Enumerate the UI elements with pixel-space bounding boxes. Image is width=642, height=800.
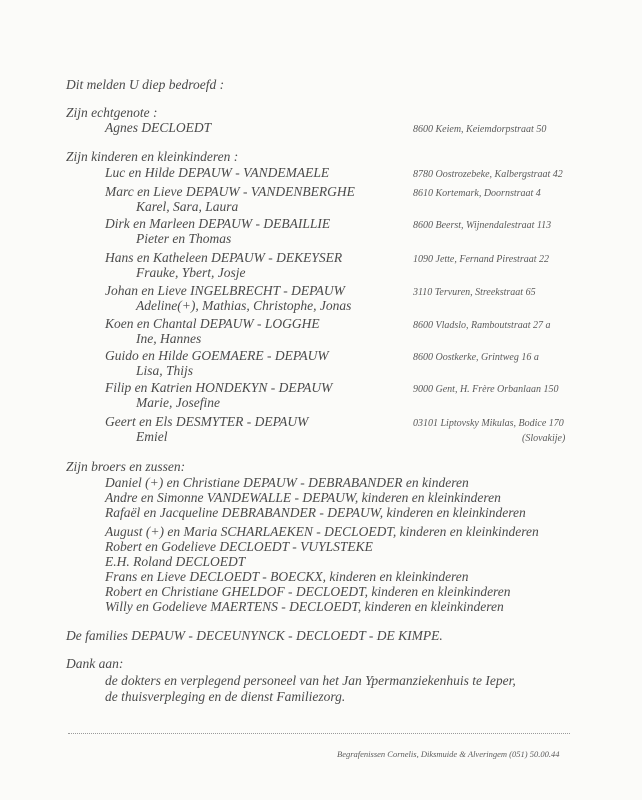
sibling-line: E.H. Roland DECLOEDT: [105, 554, 246, 569]
family-kids: Adeline(+), Mathias, Christophe, Jonas: [136, 298, 352, 313]
spouse-name: Agnes DECLOEDT: [105, 120, 212, 135]
family-kids: Emiel: [136, 429, 168, 444]
family-couple: Luc en Hilde DEPAUW - VANDEMAELE: [105, 165, 330, 180]
spouse-heading: Zijn echtgenote :: [66, 105, 158, 120]
sibling-line: Daniel (+) en Christiane DEPAUW - DEBRABANDER en kinderen: [105, 475, 469, 490]
families-line: De families DEPAUW - DECEUNYNCK - DECLOEDT - DE KIMPE.: [66, 628, 443, 643]
intro-line: Dit melden U diep bedroefd :: [66, 77, 225, 92]
spouse-address: 8600 Keiem, Keiemdorpstraat 50: [413, 124, 547, 135]
family-couple: Koen en Chantal DEPAUW - LOGGHE: [105, 316, 320, 331]
family-couple: Geert en Els DESMYTER - DEPAUW: [105, 414, 309, 429]
sibling-line: Robert en Godelieve DECLOEDT - VUYLSTEKE: [105, 539, 373, 554]
sibling-line: Robert en Christiane GHELDOF - DECLOEDT, kinderen en kleinkinderen: [105, 584, 511, 599]
family-couple: Hans en Katheleen DEPAUW - DEKEYSER: [105, 250, 343, 265]
family-couple: Dirk en Marleen DEPAUW - DEBAILLIE: [105, 216, 331, 231]
thanks-heading: Dank aan:: [66, 656, 124, 671]
family-address: 8600 Oostkerke, Grintweg 16 a: [413, 352, 539, 363]
family-address: 8600 Beerst, Wijnendalestraat 113: [413, 220, 552, 231]
family-address: 9000 Gent, H. Frère Orbanlaan 150: [413, 384, 559, 395]
family-kids: Karel, Sara, Laura: [136, 199, 239, 214]
family-kids: Pieter en Thomas: [136, 231, 232, 246]
sibling-line: Rafaël en Jacqueline DEBRABANDER - DEPAUW, kinderen en kleinkinderen: [105, 505, 526, 520]
family-couple: Johan en Lieve INGELBRECHT - DEPAUW: [105, 283, 345, 298]
family-address: 8600 Vladslo, Ramboutstraat 27 a: [413, 320, 551, 331]
family-kids: Frauke, Ybert, Josje: [136, 265, 246, 280]
family-couple: Filip en Katrien HONDEKYN - DEPAUW: [105, 380, 333, 395]
family-address: 1090 Jette, Fernand Pirestraat 22: [413, 254, 549, 265]
family-couple: Guido en Hilde GOEMAERE - DEPAUW: [105, 348, 329, 363]
family-address-country: (Slovakije): [522, 433, 566, 444]
family-kids: Ine, Hannes: [136, 331, 202, 346]
sibling-line: Frans en Lieve DECLOEDT - BOECKX, kinderen en kleinkinderen: [105, 569, 469, 584]
footer-divider: [68, 733, 570, 734]
family-address: 8780 Oostrozebeke, Kalbergstraat 42: [413, 169, 563, 180]
family-kids: Lisa, Thijs: [136, 363, 194, 378]
sibling-line: Andre en Simonne VANDEWALLE - DEPAUW, kinderen en kleinkinderen: [105, 490, 501, 505]
children-heading: Zijn kinderen en kleinkinderen :: [66, 149, 239, 164]
family-address: 3110 Tervuren, Streekstraat 65: [413, 287, 536, 298]
thanks-line: de dokters en verplegend personeel van het Jan Ypermanziekenhuis te Ieper,: [105, 673, 516, 688]
siblings-heading: Zijn broers en zussen:: [66, 459, 186, 474]
sibling-line: August (+) en Maria SCHARLAEKEN - DECLOEDT, kinderen en kleinkinderen: [105, 524, 539, 539]
sibling-line: Willy en Godelieve MAERTENS - DECLOEDT, kinderen en kleinkinderen: [105, 599, 504, 614]
family-address: 03101 Liptovsky Mikulas, Bodice 170: [413, 418, 564, 429]
family-address: 8610 Kortemark, Doornstraat 4: [413, 188, 541, 199]
family-couple: Marc en Lieve DEPAUW - VANDENBERGHE: [105, 184, 355, 199]
thanks-line: de thuisverpleging en de dienst Familiezorg.: [105, 689, 346, 704]
family-kids: Marie, Josefine: [136, 395, 220, 410]
printer-credit: Begrafenissen Cornelis, Diksmuide & Alveringem (051) 50.00.44: [337, 749, 560, 759]
